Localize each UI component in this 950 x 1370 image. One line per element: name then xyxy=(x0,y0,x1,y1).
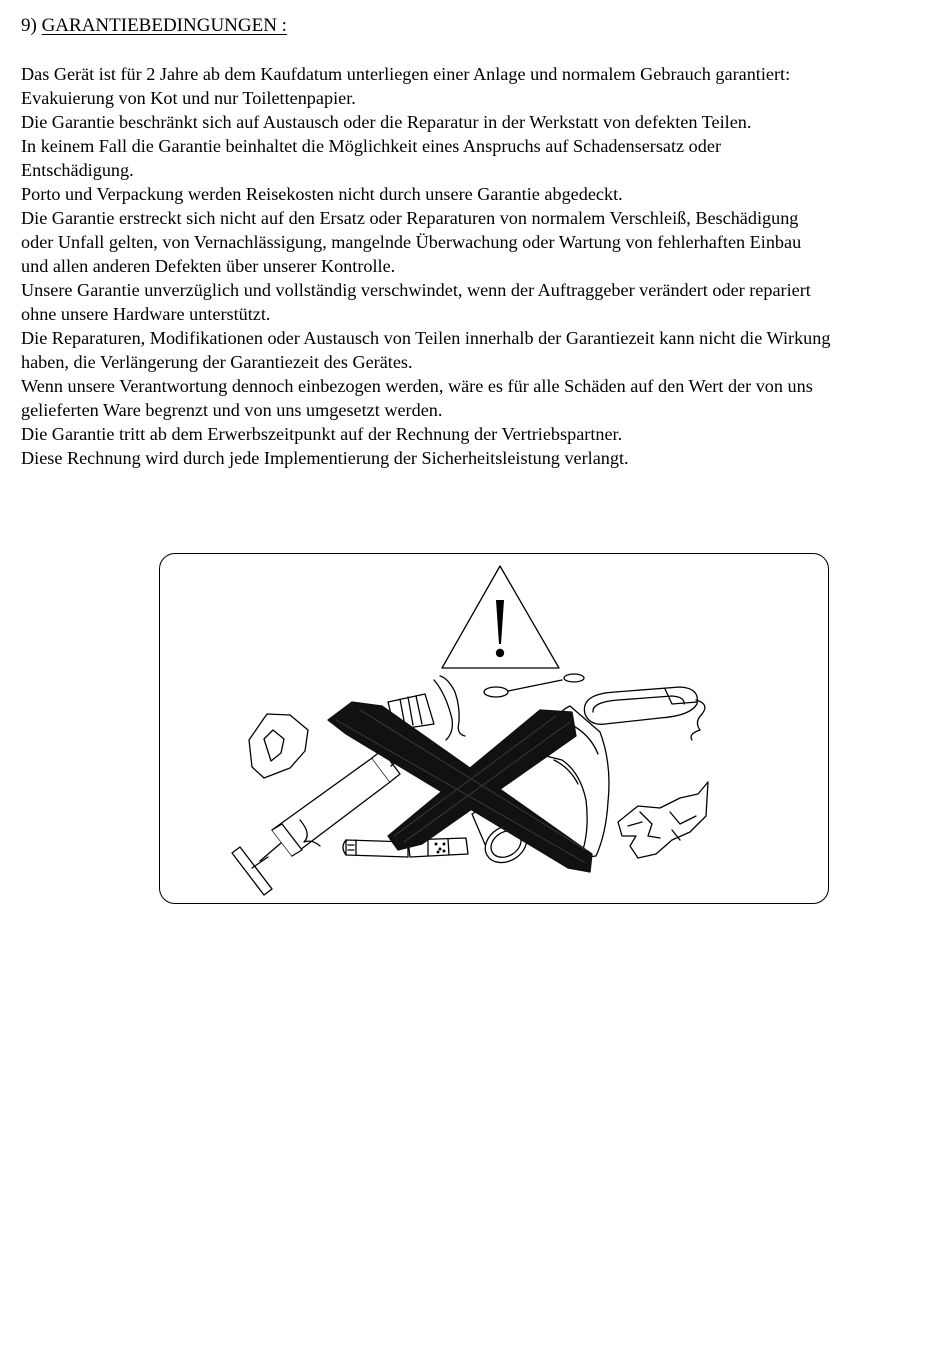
text-line: Die Garantie beschränkt sich auf Austausch oder die Reparatur in der Werkstatt von defekten Teilen. xyxy=(21,112,752,132)
text-line: Wenn unsere Verantwortung dennoch einbezogen werden, wäre es für alle Schäden auf den Wert der von uns xyxy=(21,376,813,396)
prohibited-items-illustration xyxy=(159,553,829,904)
text-line: In keinem Fall die Garantie beinhaltet die Möglichkeit eines Anspruchs auf Schadensersatz oder xyxy=(21,136,721,156)
section-heading xyxy=(21,14,287,38)
text-line: Die Garantie tritt ab dem Erwerbszeitpunkt auf der Rechnung der Vertriebspartner. xyxy=(21,424,623,444)
text-line: Entschädigung. xyxy=(21,160,134,180)
warranty-text xyxy=(21,62,949,470)
paper-tissue-icon xyxy=(618,782,708,858)
text-line: gelieferten Ware begrenzt und von uns umgesetzt werden. xyxy=(21,400,443,420)
cotton-swab-icon xyxy=(484,674,584,697)
section-title: GARANTIEBEDINGUNGEN : xyxy=(41,15,287,36)
text-line: haben, die Verlängerung der Garantiezeit des Gerätes. xyxy=(21,352,413,372)
section-number: 9) xyxy=(21,15,37,36)
text-line: Porto und Verpackung werden Reisekosten nicht durch unsere Garantie abgedeckt. xyxy=(21,184,623,204)
text-line: Die Reparaturen, Modifikationen oder Austausch von Teilen innerhalb der Garantiezeit kann nicht die Wirkung xyxy=(21,328,831,348)
text-line: ohne unsere Hardware unterstützt. xyxy=(21,304,271,324)
text-line: oder Unfall gelten, von Vernachlässigung, mangelnde Überwachung oder Wartung von fehlerhaften Einbau xyxy=(21,232,802,252)
text-line: Die Garantie erstreckt sich nicht auf den Ersatz oder Reparaturen von normalem Verschleiß, Beschädigung xyxy=(21,208,799,228)
text-line: Diese Rechnung wird durch jede Implementierung der Sicherheitsleistung verlangt. xyxy=(21,448,629,468)
exclamation-triangle-icon xyxy=(442,566,559,668)
text-line: Unsere Garantie unverzüglich und vollständig verschwindet, wenn der Auftraggeber verändert oder repariert xyxy=(21,280,811,300)
text-line: Das Gerät ist für 2 Jahre ab dem Kaufdatum unterliegen einer Anlage und normalem Gebrauch garantiert: xyxy=(21,64,791,84)
condom-icon xyxy=(434,676,465,740)
razor-blade-icon xyxy=(249,714,308,778)
sanitary-pad-icon xyxy=(584,687,705,740)
text-line: und allen anderen Defekten über unserer Kontrolle. xyxy=(21,256,396,276)
text-line: Evakuierung von Kot und nur Toilettenpapier. xyxy=(21,88,356,108)
